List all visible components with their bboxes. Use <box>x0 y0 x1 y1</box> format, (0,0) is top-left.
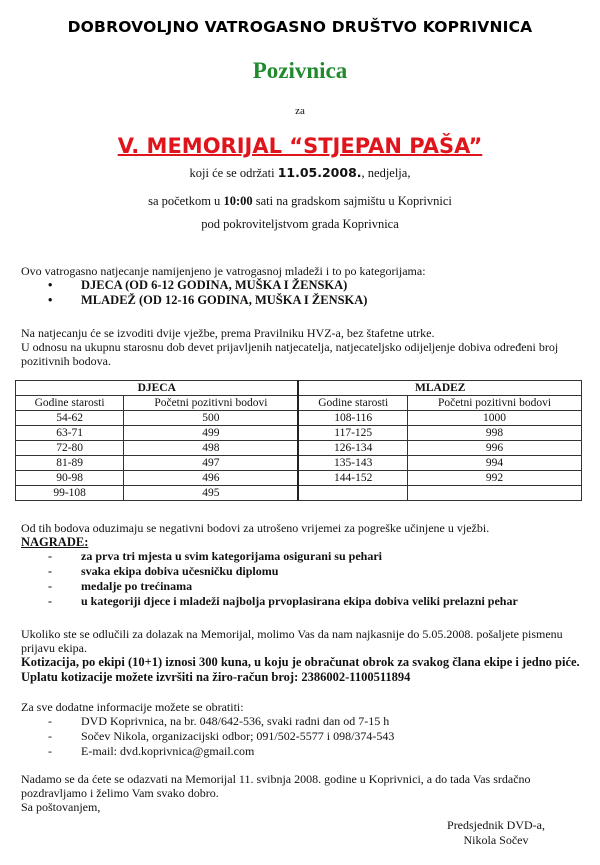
table-cell: 126-134 <box>298 441 407 456</box>
table-cell: 135-143 <box>298 456 407 471</box>
award-item: - medalje po trećinama <box>81 579 591 594</box>
column-header: Početni pozitivni bodovi <box>124 396 299 411</box>
contact-item: - DVD Koprivnica, na br. 048/642-536, svaki radni dan od 7-15 h <box>81 714 591 729</box>
intro-text: Ovo vatrogasno natjecanje namijenjeno je vatrogasnoj mladeži i to po kategorijama: <box>21 264 426 278</box>
sponsor-line: pod pokroviteljstvom grada Koprivnica <box>201 217 399 231</box>
table-cell: 996 <box>407 441 581 456</box>
event-date-line <box>0 165 600 181</box>
event-name-text: V. MEMORIJAL “STJEPAN PAŠA” <box>117 134 483 158</box>
table-cell: 108-116 <box>298 411 407 426</box>
table-row <box>16 441 582 456</box>
table-row <box>16 471 582 486</box>
table-row <box>16 456 582 471</box>
table-cell: 497 <box>124 456 299 471</box>
table-cell: 500 <box>124 411 299 426</box>
category-item: • DJECA (OD 6-12 GODINA, MUŠKA I ŽENSKA) <box>81 278 591 293</box>
table-row <box>16 411 582 426</box>
rules-section <box>21 326 591 368</box>
award-item: - u kategoriji djece i mladeži najbolja prvoplasirana ekipa dobiva veliki prelazni pehar <box>81 594 591 609</box>
category-item: • MLADEŽ (OD 12-16 GODINA, MUŠKA I ŽENSKA) <box>81 293 591 308</box>
table-cell: 54-62 <box>16 411 124 426</box>
table-cell: 81-89 <box>16 456 124 471</box>
table-cell: 1000 <box>407 411 581 426</box>
rules-line-2: U odnosu na ukupnu starosnu dob devet prijavljenih natjecatelja, natjecateljsko odijeljenje dobiva određeni broj pozitivnih bodova. <box>21 340 559 368</box>
table-cell <box>407 486 581 501</box>
table-cell: 992 <box>407 471 581 486</box>
table-cell: 499 <box>124 426 299 441</box>
fee-text: Kotizacija, po ekipi (10+1) iznosi 300 kuna, u koju je obračunat obrok za svakog člana ekipe i jedno piće. Uplatu kotizacije možete izvršiti na žiro-račun broj: 2386002-1100511894 <box>21 655 580 684</box>
table-cell: 144-152 <box>298 471 407 486</box>
event-name <box>0 134 600 158</box>
column-header: Godine starosti <box>298 396 407 411</box>
table-group-row <box>16 381 582 396</box>
column-header: Početni pozitivni bodovi <box>407 396 581 411</box>
table-cell <box>298 486 407 501</box>
awards-heading: NAGRADE: <box>21 535 89 549</box>
contact-email[interactable]: - E-mail: dvd.koprivnica@gmail.com <box>81 744 591 759</box>
closing-section <box>21 772 591 814</box>
awards-list <box>21 549 591 609</box>
date-suffix: , nedjelja, <box>361 166 411 180</box>
column-header: Godine starosti <box>16 396 124 411</box>
intro-section <box>21 264 591 308</box>
za-label: za <box>295 105 305 117</box>
award-item: - svaka ekipa dobiva učesničku diplomu <box>81 564 591 579</box>
table-cell: 495 <box>124 486 299 501</box>
table-header-row <box>16 396 582 411</box>
table-cell: 117-125 <box>298 426 407 441</box>
group-header-mladez: MLADEZ <box>298 381 581 396</box>
table-cell: 496 <box>124 471 299 486</box>
contact-item: - Sočev Nikola, organizacijski odbor; 091/502-5577 i 098/374-543 <box>81 729 591 744</box>
award-item: - za prva tri mjesta u svim kategorijama osigurani su pehari <box>81 549 591 564</box>
table-body <box>16 411 582 501</box>
signature-name: Nikola Sočev <box>463 833 529 847</box>
signature-title: Predsjednik DVD-a, <box>447 818 545 832</box>
time-suffix: sati na gradskom sajmištu u Koprivnici <box>252 194 452 208</box>
closing-text: Nadamo se da ćete se odazvati na Memorijal 11. svibnja 2008. godine u Koprivnici, a do tada Vas srdačno pozdravljamo i želimo Vam svako dobro. <box>21 772 531 800</box>
points-table <box>15 380 582 501</box>
document-title: Pozivnica <box>252 58 348 83</box>
table-cell: 994 <box>407 456 581 471</box>
table-cell: 998 <box>407 426 581 441</box>
awards-section <box>21 521 591 609</box>
table-cell: 498 <box>124 441 299 456</box>
table-cell: 90-98 <box>16 471 124 486</box>
negative-points-text: Od tih bodova oduzimaju se negativni bodovi za utrošeno vrijemei za pogreške učinjene u vježbi. <box>21 521 490 535</box>
date-prefix: koji će se održati <box>189 166 278 180</box>
table-row <box>16 426 582 441</box>
organization-name: DOBROVOLJNO VATROGASNO DRUŠTVO KOPRIVNICA <box>67 18 533 36</box>
table-row <box>16 486 582 501</box>
table-cell: 63-71 <box>16 426 124 441</box>
rules-line-1: Na natjecanju će se izvoditi dvije vježbe, prema Pravilniku HVZ-a, bez štafetne utrke. <box>21 326 435 340</box>
regards-text: Sa poštovanjem, <box>21 800 101 814</box>
contact-list <box>21 714 591 759</box>
registration-text: Ukoliko ste se odlučili za dolazak na Memorijal, molimo Vas da nam najkasnije do 5.05.2008. pošaljete pismenu prijavu ekipa. <box>21 627 563 655</box>
event-date: 11.05.2008. <box>277 165 362 180</box>
signature-block <box>447 818 545 848</box>
event-time-line <box>0 194 600 209</box>
contact-section <box>21 700 591 759</box>
contact-intro: Za sve dodatne informacije možete se obratiti: <box>21 700 244 714</box>
group-header-djeca: DJECA <box>16 381 299 396</box>
registration-section <box>21 627 591 685</box>
table-cell: 72-80 <box>16 441 124 456</box>
table-cell: 99-108 <box>16 486 124 501</box>
category-list <box>21 278 591 308</box>
event-time: 10:00 <box>223 194 253 208</box>
time-prefix: sa početkom u <box>148 194 224 208</box>
